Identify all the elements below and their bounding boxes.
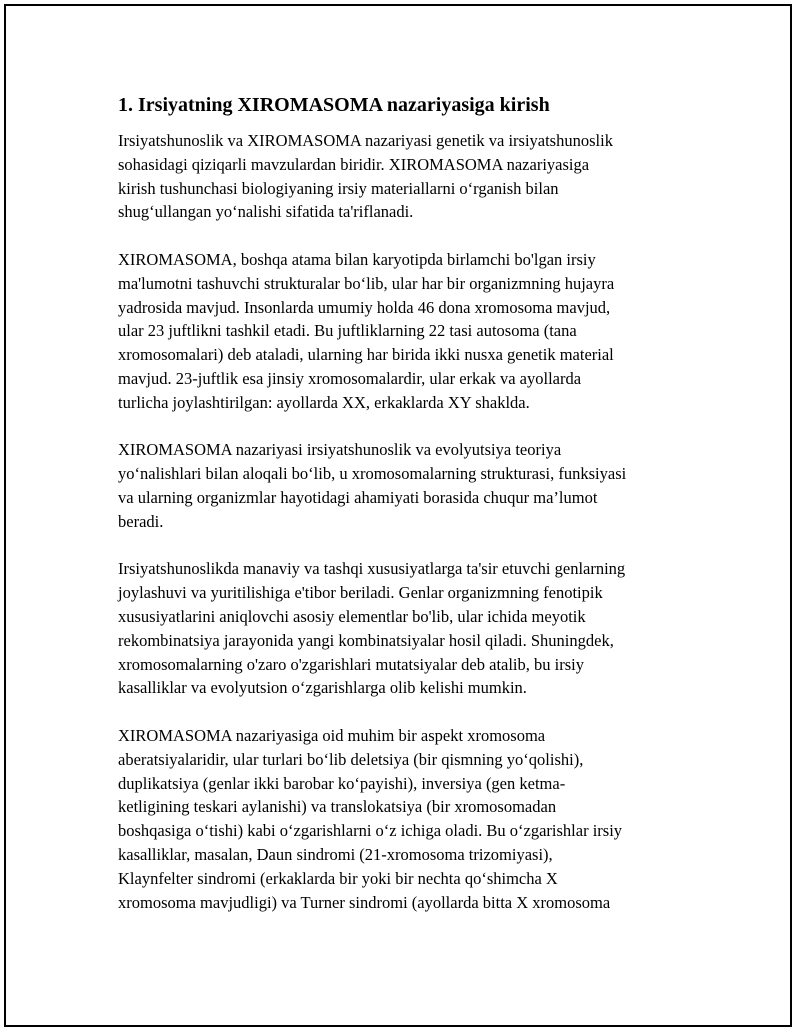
- text-line: boshqasiga o‘tishi) kabi o‘zgarishlarni o‘z ichiga oladi. Bu o‘zgarishlar irsiy: [118, 821, 623, 841]
- text-line: mavjud. 23-juftlik esa jinsiy xromosomalardir, ular erkak va ayollarda: [118, 368, 582, 388]
- text-line: Klaynfelter sindromi (erkaklarda bir yoki bir nechta qo‘shimcha X: [118, 868, 558, 888]
- paragraph: [118, 724, 698, 914]
- text-line: xususiyatlarini aniqlovchi asosiy elementlar bo'lib, ular ichida meyotik: [118, 606, 586, 626]
- text-line: kasalliklar, masalan, Daun sindromi (21-xromosoma trizomiyasi),: [118, 844, 553, 864]
- text-line: ular 23 juftlikni tashkil etadi. Bu juftliklarning 22 tasi autosoma (tana: [118, 321, 577, 341]
- text-line: kasalliklar va evolyutsion o‘zgarishlarga olib kelishi mumkin.: [118, 678, 527, 698]
- text-line: sohasidagi qiziqarli mavzulardan biridir. XIROMASOMA nazariyasiga: [118, 154, 590, 174]
- text-line: Irsiyatshunoslik va XIROMASOMA nazariyasi genetik va irsiyatshunoslik: [118, 131, 613, 150]
- section-heading: 1. Irsiyatning XIROMASOMA nazariyasiga kirish: [118, 94, 550, 116]
- text-line: aberatsiyalaridir, ular turlari bo‘lib deletsiya (bir qismning yo‘qolishi),: [118, 749, 584, 769]
- paragraph: [118, 129, 698, 224]
- text-line: xromosoma mavjudligi) va Turner sindromi (ayollarda bitta X xromosoma: [118, 892, 611, 912]
- text-line: duplikatsiya (genlar ikki barobar ko‘payishi), inversiya (gen ketma-: [118, 773, 566, 793]
- paragraph: [118, 557, 698, 700]
- document-body: [118, 92, 698, 938]
- text-line: va ularning organizmlar hayotidagi ahamiyati borasida chuqur ma’lumot: [118, 487, 598, 507]
- paragraphs-container: [118, 129, 698, 914]
- text-line: yadrosida mavjud. Insonlarda umumiy holda 46 dona xromosoma mavjud,: [118, 297, 611, 317]
- text-line: rekombinatsiya jarayonida yangi kombinatsiyalar hosil qiladi. Shuningdek,: [118, 630, 614, 650]
- text-line: Irsiyatshunoslikda manaviy va tashqi xususiyatlarga ta'sir etuvchi genlarning: [118, 559, 626, 579]
- text-line: XIROMASOMA nazariyasiga oid muhim bir aspekt xromosoma: [118, 725, 546, 745]
- text-line: joylashuvi va yuritilishiga e'tibor beriladi. Genlar organizmning fenotipik: [118, 583, 603, 603]
- text-line: XIROMASOMA, boshqa atama bilan karyotipda birlamchi bo'lgan irsiy: [118, 249, 596, 269]
- text-line: xromosomalari) deb ataladi, ularning har birida ikki nusxa genetik material: [118, 345, 614, 365]
- paragraph: [118, 248, 698, 415]
- paragraph: [118, 438, 698, 533]
- text-line: beradi.: [118, 511, 164, 531]
- text-line: XIROMASOMA nazariyasi irsiyatshunoslik va evolyutsiya teoriya: [118, 440, 562, 460]
- text-line: ketligining teskari aylanishi) va translokatsiya (bir xromosomadan: [118, 797, 557, 817]
- text-line: turlicha joylashtirilgan: ayollarda XX, erkaklarda XY shaklda.: [118, 392, 530, 412]
- text-line: kirish tushunchasi biologiyaning irsiy materiallarni o‘rganish bilan: [118, 178, 559, 198]
- text-line: xromosomalarning o'zaro o'zgarishlari mutatsiyalar deb atalib, bu irsiy: [118, 654, 584, 674]
- text-line: shug‘ullangan yo‘nalishi sifatida ta'riflanadi.: [118, 202, 414, 222]
- text-line: yo‘nalishlari bilan aloqali bo‘lib, u xromosomalarning strukturasi, funksiyasi: [118, 464, 627, 484]
- text-line: ma'lumotni tashuvchi strukturalar bo‘lib, ular har bir organizmning hujayra: [118, 273, 615, 293]
